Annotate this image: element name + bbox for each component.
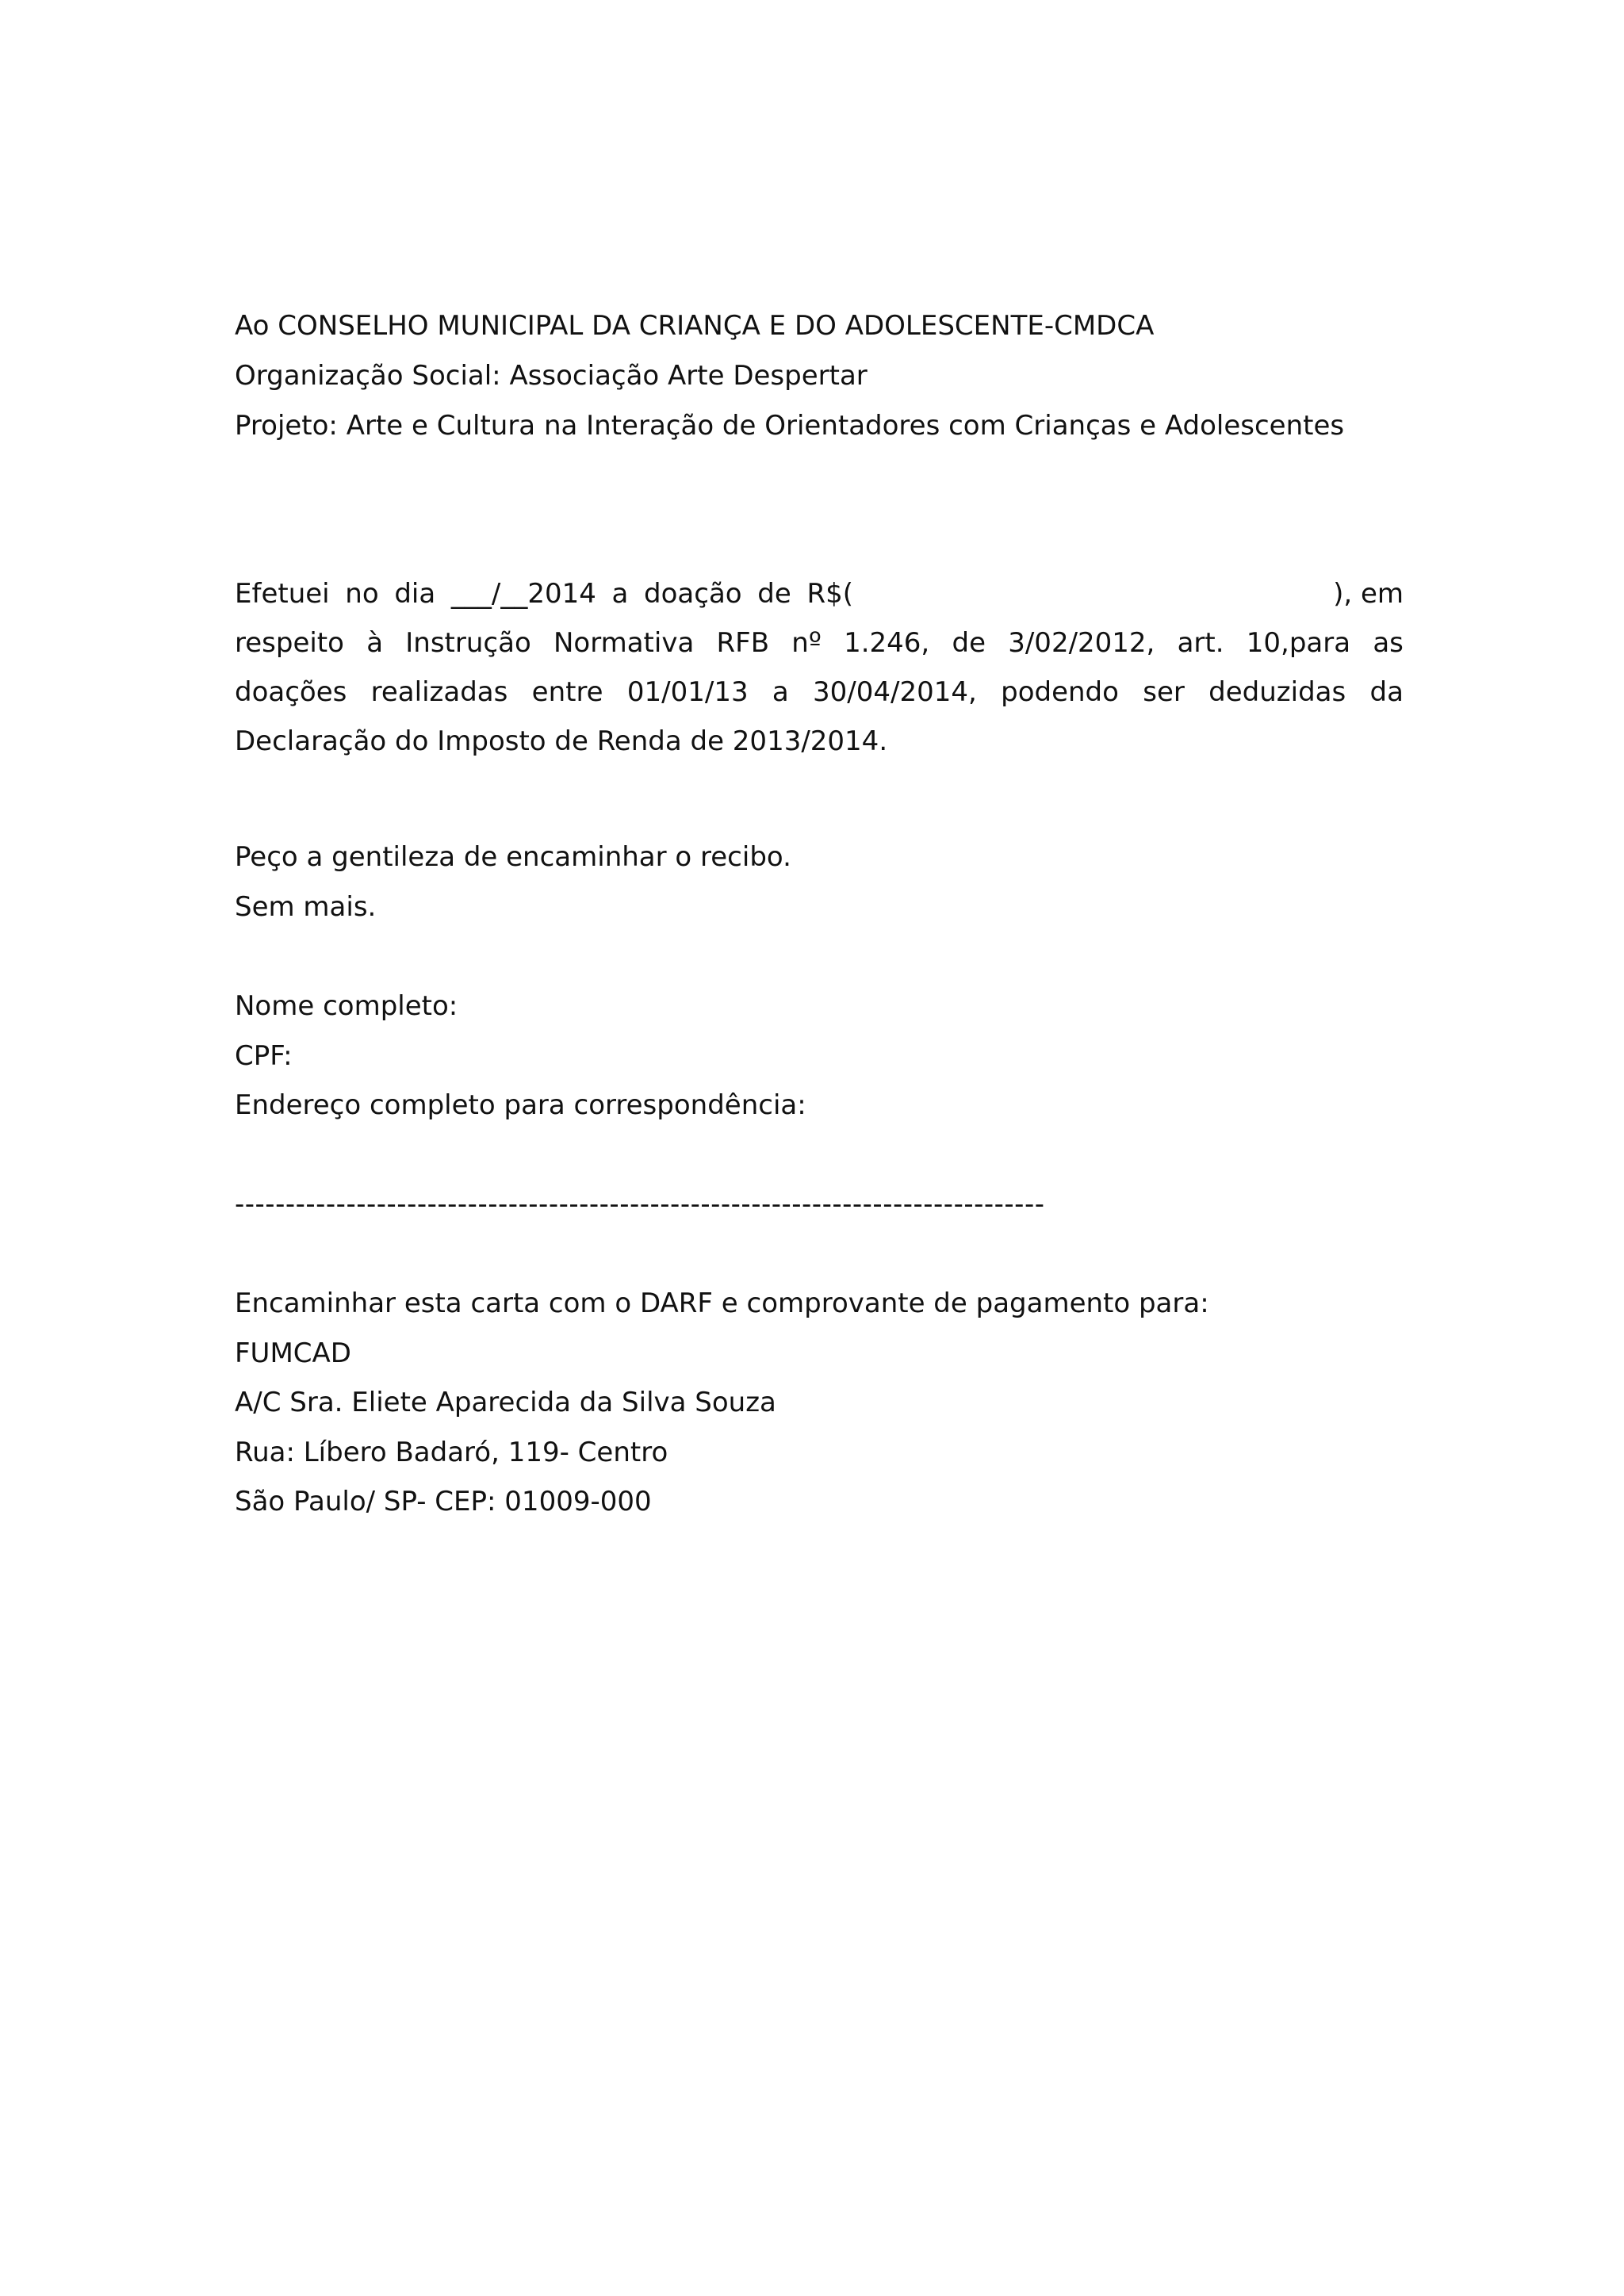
donation-word: à [366,627,384,659]
donation-word: as [1373,627,1404,659]
fumcad-line: FUMCAD [235,1337,351,1369]
donation-word: ser [1143,676,1185,708]
donation-word: 3/02/2012, [1008,627,1155,659]
donation-word: Normativa [553,627,695,659]
donation-word: 1.246, [844,627,930,659]
city-cep-line: São Paulo/ SP- CEP: 01009-000 [235,1486,652,1517]
donation-row-1 [235,569,1404,618]
donation-word: doações [235,676,347,708]
donation-word: 30/04/2014, [813,676,977,708]
donation-word: realizadas [370,676,508,708]
recipient-line: Ao CONSELHO MUNICIPAL DA CRIANÇA E DO ADOLESCENTE-CMDCA [235,310,1155,342]
donation-word: art. [1177,627,1224,659]
donation-word: Instrução [405,627,531,659]
donation-row-4: Declaração do Imposto de Renda de 2013/2014. [235,725,888,757]
donation-amount-open: R$( [806,578,853,610]
address-label: Endereço completo para correspondência: [235,1089,806,1121]
donation-word: de [757,578,791,610]
attention-line: A/C Sra. Eliete Aparecida da Silva Souza [235,1387,776,1418]
donation-word: podendo [1001,676,1119,708]
donation-word: RFB [716,627,770,659]
project-line: Projeto: Arte e Cultura na Interação de Orientadores com Crianças e Adolescentes [235,410,1345,442]
donation-word: respeito [235,627,344,659]
dashed-separator: -------------------------------------------------------------------------------- [235,1188,1045,1220]
instructions-line: Encaminhar esta carta com o DARF e comprovante de pagamento para: [235,1288,1209,1319]
cpf-label: CPF: [235,1040,293,1072]
donation-row-3 [235,668,1404,717]
donation-word: Efetuei [235,578,330,610]
donation-word: de [952,627,986,659]
donation-amount-blank [853,569,1333,618]
full-name-label: Nome completo: [235,990,458,1022]
donation-word: a [611,578,629,610]
street-line: Rua: Líbero Badaró, 119- Centro [235,1437,668,1468]
donation-word: 10,para [1246,627,1351,659]
donation-word: deduzidas [1208,676,1346,708]
donation-word: doação [644,578,742,610]
donation-word: a [772,676,789,708]
donation-row-2 [235,618,1404,668]
organization-line: Organização Social: Associação Arte Despertar [235,360,868,392]
donation-word: entre [531,676,603,708]
donation-word: no [345,578,379,610]
regards-line: Sem mais. [235,891,377,923]
donation-word: nº [791,627,822,659]
donation-paragraph [235,569,1404,766]
donation-word: dia [394,578,436,610]
donation-word: 01/01/13 [626,676,749,708]
donation-date-blank: ___/__2014 [450,578,596,610]
donation-word: da [1369,676,1404,708]
donation-amount-close: ), em [1333,578,1404,610]
receipt-request-line: Peço a gentileza de encaminhar o recibo. [235,841,791,873]
donation-row-1-left [235,569,853,618]
